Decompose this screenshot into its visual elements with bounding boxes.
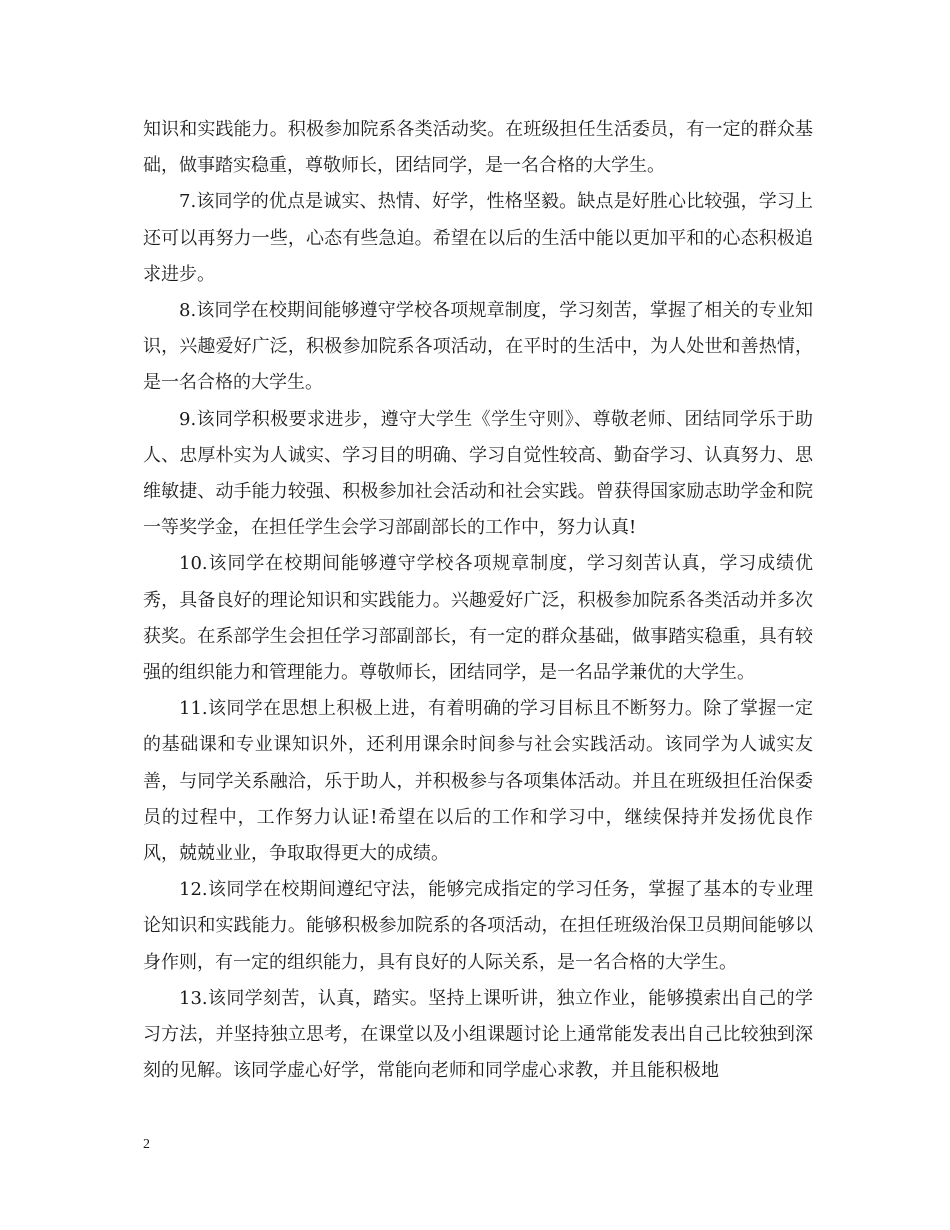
paragraph-12: 12.该同学在校期间遵纪守法，能够完成指定的学习任务，掌握了基本的专业理论知识和实践能力。能够积极参加院系的各项活动，在担任班级治保卫员期间能够以身作则，有一定的组织能力，具有良好的人际关系，是一名合格的大学生。: [143, 879, 813, 973]
paragraph-13: 13.该同学刻苦，认真，踏实。坚持上课听讲，独立作业，能够摸索出自己的学习方法，并坚持独立思考，在课堂以及小组课题讨论上通常能发表出自己比较独到深刻的见解。该同学虚心好学，常能向老师和同学虚心求教，并且能积极地: [143, 987, 813, 1082]
page-number: 2: [143, 1137, 150, 1152]
paragraph-8: 8.该同学在校期间能够遵守学校各项规章制度，学习刻苦，掌握了相关的专业知识，兴趣爱好广泛，积极参加院系各项活动，在平时的生活中，为人处世和善热情，是一名合格的大学生。: [143, 300, 813, 394]
paragraph-7: 7.该同学的优点是诚实、热情、好学，性格坚毅。缺点是好胜心比较强，学习上还可以再努力一些，心态有些急迫。希望在以后的生活中能以更加平和的心态积极追求进步。: [143, 191, 813, 285]
document-body: [143, 112, 813, 1089]
paragraph-11: 11.该同学在思想上积极上进，有着明确的学习目标且不断努力。除了掌握一定的基础课和专业课知识外，还利用课余时间参与社会实践活动。该同学为人诚实友善，与同学关系融洽，乐于助人，并积极参与各项集体活动。并且在班级担任治保委员的过程中，工作努力认证!希望在以后的工作和学习中，继续保持并发扬优良作风，兢兢业业，争取取得更大的成绩。: [143, 698, 813, 865]
paragraph-continuation: 知识和实践能力。积极参加院系各类活动奖。在班级担任生活委员，有一定的群众基础，做事踏实稳重，尊敬师长，团结同学，是一名合格的大学生。: [143, 119, 813, 177]
paragraph-10: 10.该同学在校期间能够遵守学校各项规章制度，学习刻苦认真，学习成绩优秀，具备良好的理论知识和实践能力。兴趣爱好广泛，积极参加院系各类活动并多次获奖。在系部学生会担任学习部副部长，有一定的群众基础，做事踏实稳重，具有较强的组织能力和管理能力。尊敬师长，团结同学，是一名品学兼优的大学生。: [143, 553, 813, 684]
paragraph-9: 9.该同学积极要求进步，遵守大学生《学生守则》、尊敬老师、团结同学乐于助人、忠厚朴实为人诚实、学习目的明确、学习自觉性较高、勤奋学习、认真努力、思维敏捷、动手能力较强、积极参加社会活动和社会实践。曾获得国家励志助学金和院一等奖学金，在担任学生会学习部副部长的工作中，努力认真!: [143, 408, 813, 539]
